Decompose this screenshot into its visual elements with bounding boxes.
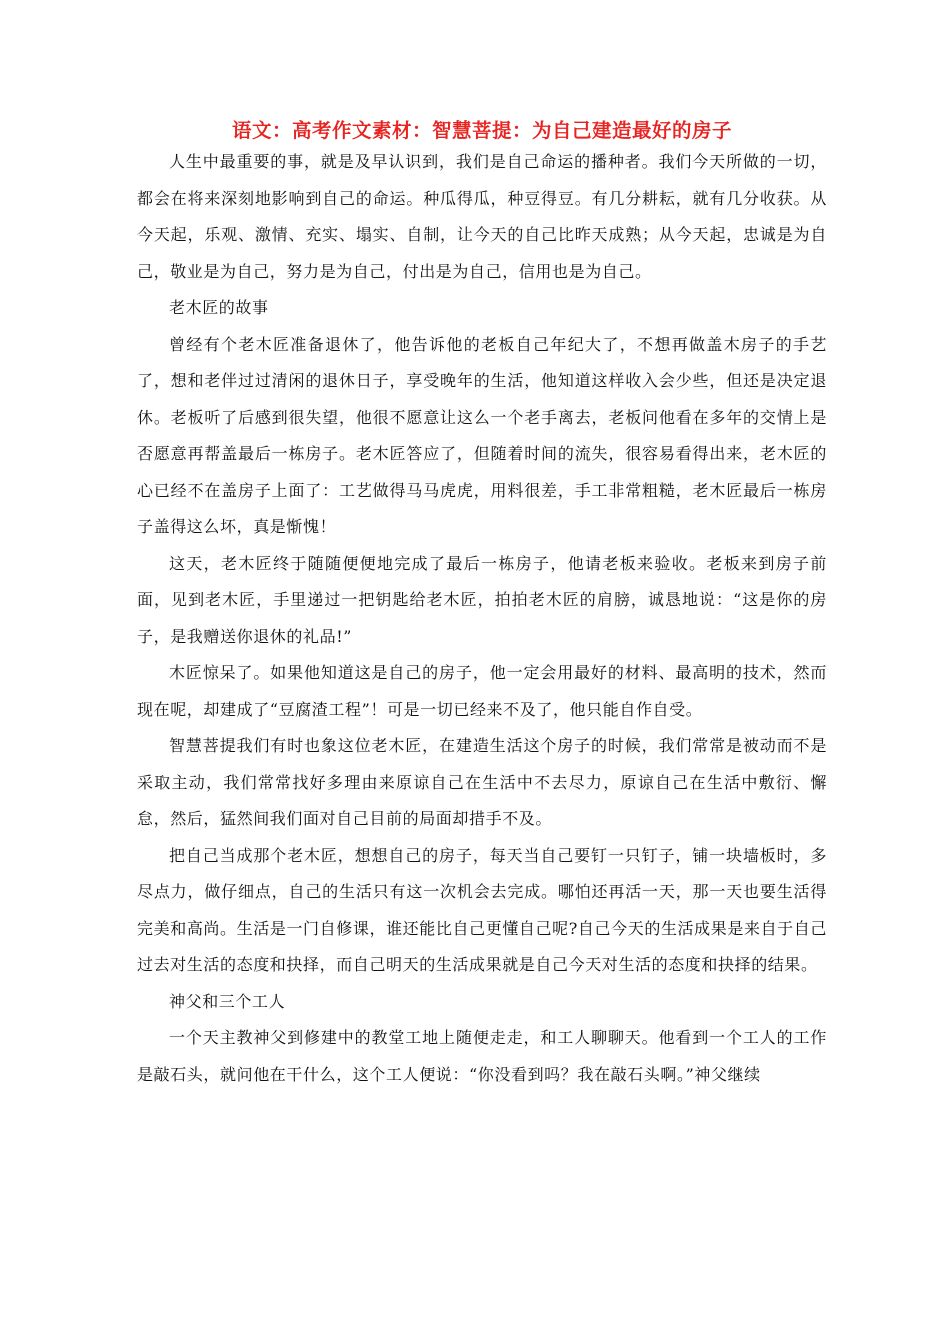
paragraph: 木匠惊呆了。如果他知道这是自己的房子，他一定会用最好的材料、最高明的技术，然而现在呢，却建成了“豆腐渣工程”！可是一切已经来不及了，他只能自作自受。 xyxy=(137,663,827,719)
section-heading-old-carpenter: 老木匠的故事 xyxy=(169,298,269,317)
intro-paragraph: 人生中最重要的事，就是及早认识到，我们是自己命运的播种者。我们今天所做的一切，都会在将来深刻地影响到自己的命运。种瓜得瓜，种豆得豆。有几分耕耘，就有几分收获。从今天起，乐观、激情、充实、塌实、自制，让今天的自己比昨天成熟；从今天起，忠诚是为自己，敬业是为自己，努力是为自己，付出是为自己，信用也是为自己。 xyxy=(137,152,827,281)
paragraph: 把自己当成那个老木匠，想想自己的房子，每天当自己要钉一只钉子，铺一块墙板时，多尽点力，做仔细点，自己的生活只有这一次机会去完成。哪怕还再活一天，那一天也要生活得完美和高尚。生活是一门自修课，谁还能比自己更懂自己呢?自己今天的生活成果是来自于自己过去对生活的态度和抉择，而自己明天的生活成果就是自己今天对生活的态度和抉择的结果。 xyxy=(137,845,827,974)
paragraph: 这天，老木匠终于随随便便地完成了最后一栋房子，他请老板来验收。老板来到房子前面，见到老木匠，手里递过一把钥匙给老木匠，拍拍老木匠的肩膀，诚恳地说：“这是你的房子，是我赠送你退休的礼品!” xyxy=(137,553,827,646)
paragraph: 智慧菩提我们有时也象这位老木匠，在建造生活这个房子的时候，我们常常是被动而不是采取主动，我们常常找好多理由来原谅自己在生活中不去尽力，原谅自己在生活中敷衍、懈怠，然后，猛然间我们面对自己目前的局面却措手不及。 xyxy=(137,736,827,828)
paragraph: 一个天主教神父到修建中的教堂工地上随便走走，和工人聊聊天。他看到一个工人的工作是敲石头，就问他在干什么，这个工人便说：“你没看到吗？我在敲石头啊。”神父继续 xyxy=(137,1028,827,1084)
paragraph: 曾经有个老木匠准备退休了，他告诉他的老板自己年纪大了，不想再做盖木房子的手艺了，想和老伴过过清闲的退休日子，享受晚年的生活，他知道这样收入会少些，但还是决定退休。老板听了后感到很失望，他很不愿意让这么一个老手离去，老板问他看在多年的交情上是否愿意再帮盖最后一栋房子。老木匠答应了，但随着时间的流失，很容易看得出来，老木匠的心已经不在盖房子上面了：工艺做得马马虎虎，用料很差，手工非常粗糙，老木匠最后一栋房子盖得这么坏，真是惭愧！ xyxy=(137,334,827,536)
document-title: 语文：高考作文素材：智慧菩提：为自己建造最好的房子 xyxy=(231,119,732,142)
section-heading-priest-workers: 神父和三个工人 xyxy=(169,991,286,1011)
document-page xyxy=(137,118,827,1093)
